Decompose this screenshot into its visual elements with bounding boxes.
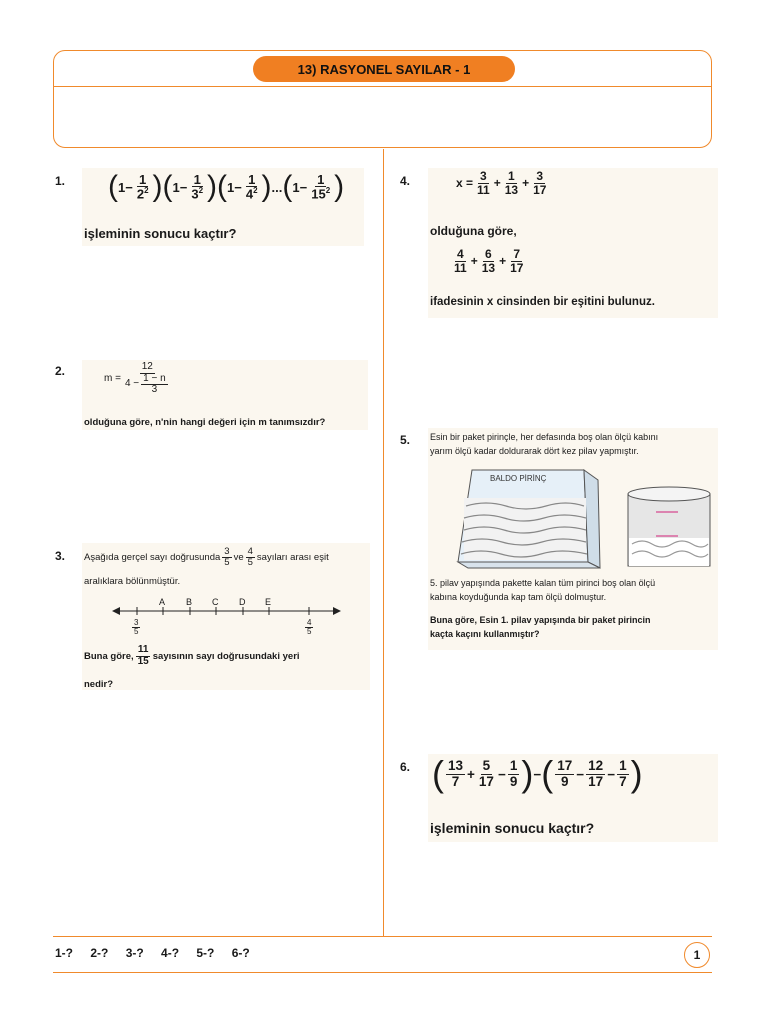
answer-4: 4-? bbox=[161, 946, 180, 960]
factor-one: 1 bbox=[292, 179, 300, 195]
footer-divider-top bbox=[53, 936, 712, 937]
point-d-label: D bbox=[239, 597, 246, 607]
question-4-expression-2: $\frac{4}{11}$ + $\frac{6}{13}$ + $\frac{7}{17}$ bbox=[454, 247, 524, 275]
question-1-number: 1. bbox=[55, 174, 66, 188]
question-1-expression: ( 1 − $\frac{1}{2^2}$ ) ( 1 − $\frac{1}{3^2}$ ) ( 1 − $\frac{1}{4^2}$ ) ... ( 1 − $\frac{1}{15^2}$ ) bbox=[108, 170, 345, 203]
question-6-number: 6. bbox=[400, 760, 411, 774]
factor-op: − bbox=[179, 179, 188, 195]
point-a-label: A bbox=[159, 597, 166, 607]
question-4-number: 4. bbox=[400, 174, 411, 188]
answer-3: 3-? bbox=[125, 946, 144, 960]
question-5-text-3: 5. pilav yapışında pakette kalan tüm pirinci boş olan ölçü bbox=[430, 578, 656, 588]
factor-op: − bbox=[125, 179, 133, 195]
factor-one: 1 bbox=[118, 179, 126, 195]
question-5-text-2: yarım ölçü kadar doldurarak dört kez pilav yapmıştır. bbox=[430, 446, 639, 456]
right-endpoint-label: $\frac{4}{5}$ bbox=[307, 618, 312, 637]
point-c-label: C bbox=[212, 597, 219, 607]
answer-1: 1-? bbox=[55, 946, 73, 960]
question-4-text: ifadesinin x cinsinden bir eşitini bulunuz. bbox=[430, 296, 655, 308]
answer-5: 5-? bbox=[196, 946, 215, 960]
question-6-expression: ( $\frac{13}{7}$ + $\frac{5}{17}$ − $\frac{1}{9}$ ) − ( $\frac{17}{9}$ − $\frac{12}{17}$ − $\frac{1}{7}$ ) bbox=[432, 753, 643, 794]
question-3-intro: Aşağıda gerçel sayı doğrusunda $\frac{3}{5}$ ve $\frac{4}{5}$ sayıları arası eşit bbox=[84, 546, 329, 568]
question-2-expression bbox=[104, 362, 174, 396]
question-1-text: işleminin sonucu kaçtır? bbox=[84, 226, 237, 241]
question-4-given: olduğuna göre, bbox=[430, 224, 517, 238]
lhs: m = bbox=[104, 373, 121, 385]
answer-list bbox=[55, 946, 264, 960]
header-box bbox=[53, 50, 712, 148]
factor-fraction: $\frac{1}{2^2}$ bbox=[136, 171, 149, 202]
question-3-text: Buna göre, $\frac{11}{15}$ sayısının sayı doğrusundaki yeri bbox=[84, 644, 300, 667]
rice-bag-icon bbox=[458, 470, 600, 568]
ellipsis: ... bbox=[271, 179, 283, 195]
question-3-text-2: nedir? bbox=[84, 679, 114, 690]
question-5-question-2: kaçta kaçını kullanmıştır? bbox=[430, 629, 540, 639]
page-number: 1 bbox=[684, 942, 710, 968]
column-divider bbox=[383, 149, 384, 936]
factor-op: − bbox=[299, 179, 308, 195]
point-e-label: E bbox=[265, 597, 272, 607]
answer-6: 6-? bbox=[231, 946, 250, 960]
question-3-panel bbox=[82, 543, 370, 690]
measuring-cup-icon bbox=[628, 487, 710, 566]
question-2-number: 2. bbox=[55, 364, 66, 378]
inner-fraction: $\frac{1 - n}{3}$ bbox=[143, 372, 166, 395]
question-2-panel bbox=[82, 360, 368, 430]
question-5-question-1: Buna göre, Esin 1. pilav yapışında bir paket pirincin bbox=[430, 615, 651, 625]
main-fraction: 12 4 − $\frac{1 - n}{3}$ bbox=[124, 361, 166, 395]
question-6-text: işleminin sonucu kaçtır? bbox=[430, 820, 595, 836]
question-6-panel bbox=[428, 754, 718, 842]
question-4-panel bbox=[428, 168, 718, 318]
factor-one: 1 bbox=[172, 179, 180, 195]
left-endpoint-label: $\frac{3}{5}$ bbox=[134, 618, 139, 637]
question-5-panel bbox=[428, 428, 718, 650]
question-1-panel bbox=[82, 168, 364, 246]
point-b-label: B bbox=[186, 597, 193, 607]
question-3-intro-2: aralıklara bölünmüştür. bbox=[84, 576, 181, 587]
answer-2: 2-? bbox=[90, 946, 109, 960]
question-4-expression-1: x = $\frac{3}{11}$ + $\frac{1}{13}$ + $\frac{3}{17}$ bbox=[456, 169, 547, 197]
page-title: 13) RASYONEL SAYILAR - 1 bbox=[253, 56, 515, 82]
factor-fraction: $\frac{1}{4^2}$ bbox=[245, 171, 258, 202]
question-3-number: 3. bbox=[55, 549, 66, 563]
question-5-number: 5. bbox=[400, 433, 411, 447]
question-5-text-4: kabına koyduğunda kap tam ölçü dolmuştur. bbox=[430, 592, 607, 602]
rice-bag-label: BALDO PİRİNÇ bbox=[490, 474, 547, 483]
factor-one: 1 bbox=[227, 179, 235, 195]
question-5-text-1: Esin bir paket pirinçle, her defasında boş olan ölçü kabını bbox=[430, 432, 659, 442]
footer-divider-bottom bbox=[53, 972, 712, 973]
header-divider bbox=[54, 86, 711, 87]
arrow-left-icon bbox=[112, 607, 120, 615]
question-2-text: olduğuna göre, n'nin hangi değeri için m tanımsızdır? bbox=[84, 417, 326, 428]
factor-fraction: $\frac{1}{3^2}$ bbox=[191, 171, 204, 202]
factor-fraction: $\frac{1}{15^2}$ bbox=[311, 171, 331, 202]
arrow-right-icon bbox=[333, 607, 341, 615]
factor-op: − bbox=[234, 179, 242, 195]
